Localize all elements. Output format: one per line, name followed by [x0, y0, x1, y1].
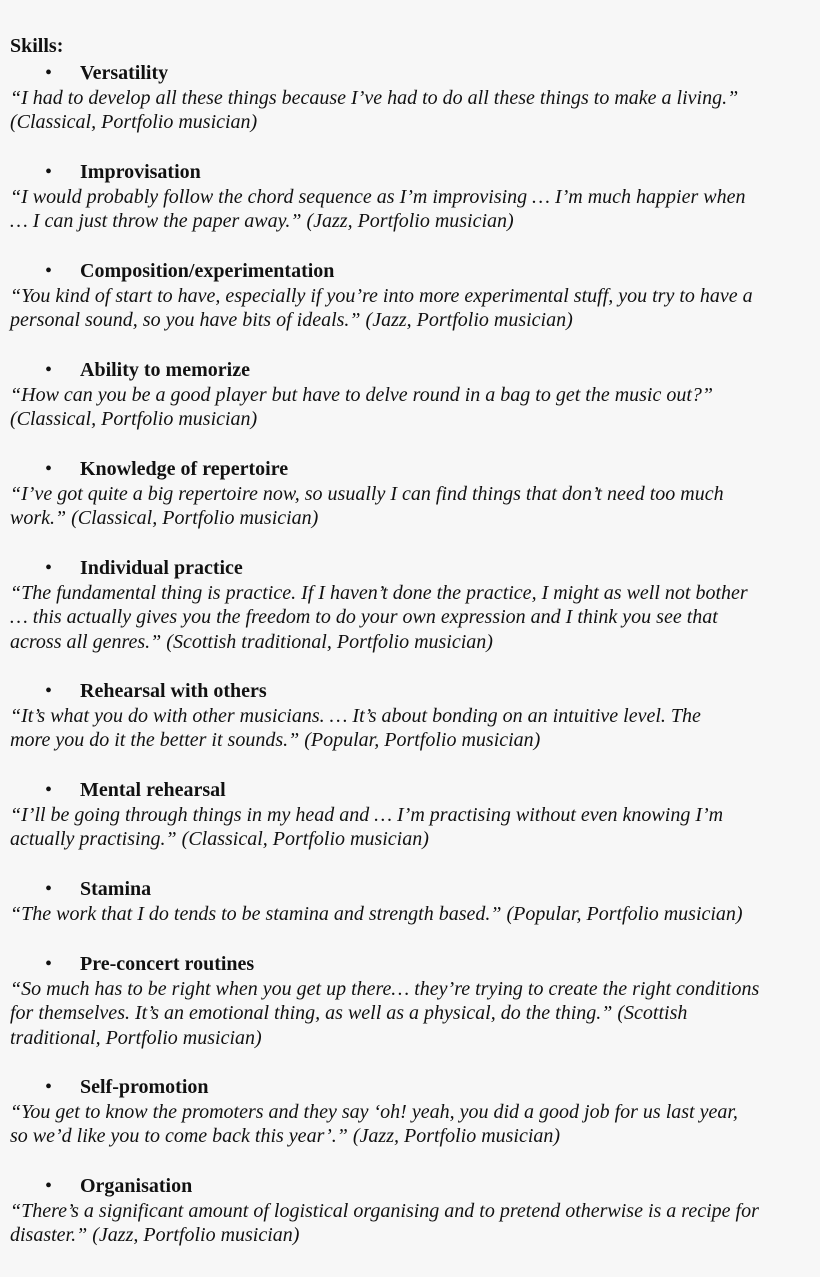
- skill-quote: “The fundamental thing is practice. If I haven’t done the practice, I might as well not bother … this actually gives you the freedom to do your own expression and I think you see that across all genres.” (Scottish traditional, Portfolio musician): [10, 581, 748, 653]
- skill-quote: “It’s what you do with other musicians. … It’s about bonding on an intuitive level. The more you do it the better it sounds.” (Popular, Portfolio musician): [10, 704, 701, 752]
- bullet-icon: •: [45, 779, 53, 801]
- skill-bullet-line: [10, 259, 816, 284]
- skill-bullet-line: [10, 679, 816, 704]
- skill-entry: [10, 160, 816, 234]
- skill-title: Versatility: [80, 62, 169, 84]
- skill-entry: [10, 778, 816, 852]
- skill-entry: [10, 556, 816, 654]
- skill-bullet-line: [10, 778, 816, 803]
- skill-entry: [10, 61, 816, 135]
- skill-title: Composition/experimentation: [80, 260, 335, 282]
- skill-bullet-line: [10, 1174, 816, 1199]
- skill-bullet-line: [10, 952, 816, 977]
- skill-quote: “I had to develop all these things because I’ve had to do all these things to make a living.” (Classical, Portfolio musician): [10, 86, 739, 134]
- skill-quote: “There’s a significant amount of logistical organising and to pretend otherwise is a recipe for disaster.” (Jazz, Portfolio musician): [10, 1199, 759, 1247]
- bullet-icon: •: [45, 878, 53, 900]
- skill-bullet-line: [10, 457, 816, 482]
- skill-entry: [10, 952, 816, 1050]
- skill-bullet-line: [10, 877, 816, 902]
- skill-title: Organisation: [80, 1175, 193, 1197]
- skill-entry: [10, 457, 816, 531]
- bullet-icon: •: [45, 359, 53, 381]
- skill-bullet-line: [10, 358, 816, 383]
- skill-title: Self-promotion: [80, 1076, 209, 1098]
- bullet-icon: •: [45, 953, 53, 975]
- bullet-icon: •: [45, 557, 53, 579]
- skills-heading: Skills:: [10, 35, 64, 57]
- skill-entry: [10, 259, 816, 333]
- skill-entry: [10, 679, 816, 753]
- skill-quote: “I’ll be going through things in my head and … I’m practising without even knowing I’m actually practising.” (Classical, Portfolio musician): [10, 803, 724, 851]
- skill-title: Improvisation: [80, 161, 201, 183]
- bullet-icon: •: [45, 458, 53, 480]
- skill-entry: [10, 358, 816, 432]
- skill-title: Pre-concert routines: [80, 953, 255, 975]
- skill-entry: [10, 877, 816, 926]
- skill-quote: “The work that I do tends to be stamina and strength based.” (Popular, Portfolio musician): [10, 902, 743, 925]
- bullet-icon: •: [45, 1076, 53, 1098]
- skill-entry: [10, 1075, 816, 1149]
- skill-quote: “I would probably follow the chord sequence as I’m improvising … I’m much happier when … I can just throw the paper away.” (Jazz, Portfolio musician): [10, 185, 746, 233]
- bullet-icon: •: [45, 680, 53, 702]
- skill-bullet-line: [10, 556, 816, 581]
- bullet-icon: •: [45, 1175, 53, 1197]
- skill-quote: “I’ve got quite a big repertoire now, so usually I can find things that don’t need too much work.” (Classical, Portfolio musician): [10, 482, 724, 530]
- skill-title: Knowledge of repertoire: [80, 458, 289, 480]
- skill-quote: “So much has to be right when you get up there… they’re trying to create the right conditions for themselves. It’s an emotional thing, as well as a physical, do the thing.” (Scottish traditional, Portfolio musician): [10, 977, 760, 1049]
- skill-title: Individual practice: [80, 557, 243, 579]
- skill-title: Rehearsal with others: [80, 680, 267, 702]
- skill-entry: [10, 1174, 816, 1248]
- skill-quote: “How can you be a good player but have to delve round in a bag to get the music out?” (Classical, Portfolio musician): [10, 383, 714, 431]
- skill-bullet-line: [10, 1075, 816, 1100]
- skill-quote: “You get to know the promoters and they say ‘oh! yeah, you did a good job for us last year, so we’d like you to come back this year’.” (Jazz, Portfolio musician): [10, 1100, 738, 1148]
- skill-title: Mental rehearsal: [80, 779, 226, 801]
- skill-title: Ability to memorize: [80, 359, 250, 381]
- skill-bullet-line: [10, 160, 816, 185]
- skill-quote: “You kind of start to have, especially if you’re into more experimental stuff, you try to have a personal sound, so you have bits of ideals.” (Jazz, Portfolio musician): [10, 284, 753, 332]
- bullet-icon: •: [45, 62, 53, 84]
- bullet-icon: •: [45, 161, 53, 183]
- skill-bullet-line: [10, 61, 816, 86]
- skill-title: Stamina: [80, 878, 152, 900]
- bullet-icon: •: [45, 260, 53, 282]
